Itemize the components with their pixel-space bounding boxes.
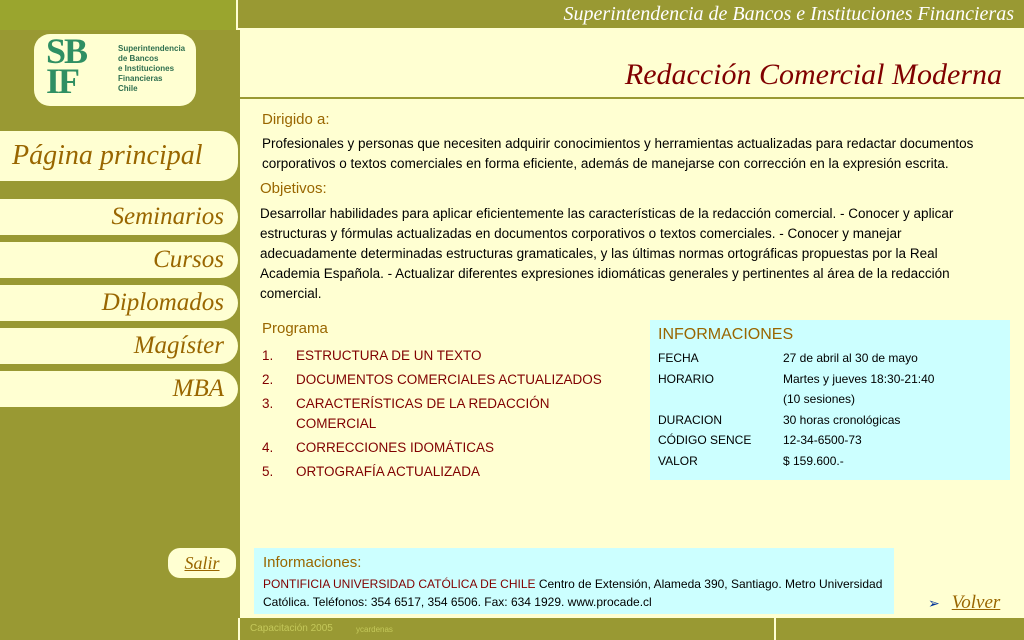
salir-button[interactable]: Salir [168, 548, 236, 578]
dirigido-label: Dirigido a: [262, 111, 330, 128]
organization-title: Superintendencia de Bancos e Instituciones Financieras [563, 3, 1014, 25]
nav-magister[interactable]: Magíster [0, 328, 238, 364]
informaciones-title: INFORMACIONES [658, 326, 794, 343]
info-row: VALOR $ 159.600.- [658, 453, 844, 468]
nav-mba[interactable]: MBA [0, 371, 238, 407]
objetivos-text: Desarrollar habilidades para aplicar eficientemente las características de la redacción comercial. - Conocer y aplicar estructuras y fórmulas actualizadas en documentos corporativos o textos comerciales. - Conocer y manejar adecuadamente determinadas estructuras gramaticales, y las últimas normas ortográficas propuestas por la Real Academia Española. - Actualizar diferentes expresiones idiomáticas generales y pertinentes al área de la redacción comercial. [260, 206, 954, 301]
contact-title: Informaciones: [263, 554, 362, 571]
programa-list [262, 346, 632, 486]
volver-link[interactable] [928, 592, 1000, 614]
info-row: DURACION 30 horas cronológicas [658, 412, 901, 427]
institution-name: PONTIFICIA UNIVERSIDAD CATÓLICA DE CHILE [263, 577, 536, 591]
list-item: 5. ORTOGRAFÍA ACTUALIZADA [262, 464, 481, 479]
nav-diplomados[interactable]: Diplomados [0, 285, 238, 321]
logo-letters: SB IF [46, 31, 87, 101]
informaciones-box [650, 320, 1010, 480]
info-row: HORARIO Martes y jueves 18:30-21:40 [658, 371, 935, 386]
dirigido-text: Profesionales y personas que necesiten adquirir conocimientos y herramientas actualizadas para redactar documentos corporativos o textos comerciales en forma eficiente, además de manejarse con corrección en la expresión escrita. [262, 136, 974, 171]
nav-seminarios[interactable]: Seminarios [0, 199, 238, 235]
page-title: Redacción Comercial Moderna [624, 58, 1002, 91]
sbif-logo[interactable] [34, 31, 196, 106]
bottom-bar-segment [774, 618, 1024, 640]
bottom-bar [0, 618, 1024, 640]
volver-label: Volver [951, 592, 1001, 613]
info-row: CÓDIGO SENCE 12-34-6500-73 [658, 433, 862, 447]
info-row: (10 sesiones) [783, 392, 856, 406]
list-item: 1. ESTRUCTURA DE UN TEXTO [262, 348, 482, 363]
info-row: FECHA 27 de abril al 30 de mayo [658, 351, 918, 365]
nav-cursos[interactable]: Cursos [0, 242, 238, 278]
contact-body [263, 575, 885, 611]
logo-text: Superintendencia de Bancos e Instituciones Financieras Chile [118, 44, 186, 93]
top-bar [0, 0, 1024, 30]
objetivos-label: Objetivos: [260, 180, 327, 197]
title-divider [240, 97, 1024, 99]
list-item: 3. CARACTERÍSTICAS DE LA REDACCIÓN COMERCIAL [262, 396, 550, 431]
top-bar-left-block [0, 0, 238, 30]
contact-box [254, 548, 894, 614]
arrow-right-icon: ➢ [928, 597, 940, 612]
footer-text: Capacitación 2005 [250, 623, 333, 634]
list-item: 4. CORRECCIONES IDOMÁTICAS [262, 440, 495, 455]
contact-details: Centro de Extensión, Alameda 390, Santiago. Metro Universidad Católica. Teléfonos: 354 6517, 354 6506. Fax: 634 1929. www.procade.cl [263, 577, 883, 609]
nav-pagina-principal[interactable]: Página principal [0, 131, 238, 181]
programa-label: Programa [262, 320, 328, 337]
footer-author: ycardenas [356, 625, 393, 634]
list-item: 2. DOCUMENTOS COMERCIALES ACTUALIZADOS [262, 372, 602, 387]
sidebar [0, 30, 240, 618]
